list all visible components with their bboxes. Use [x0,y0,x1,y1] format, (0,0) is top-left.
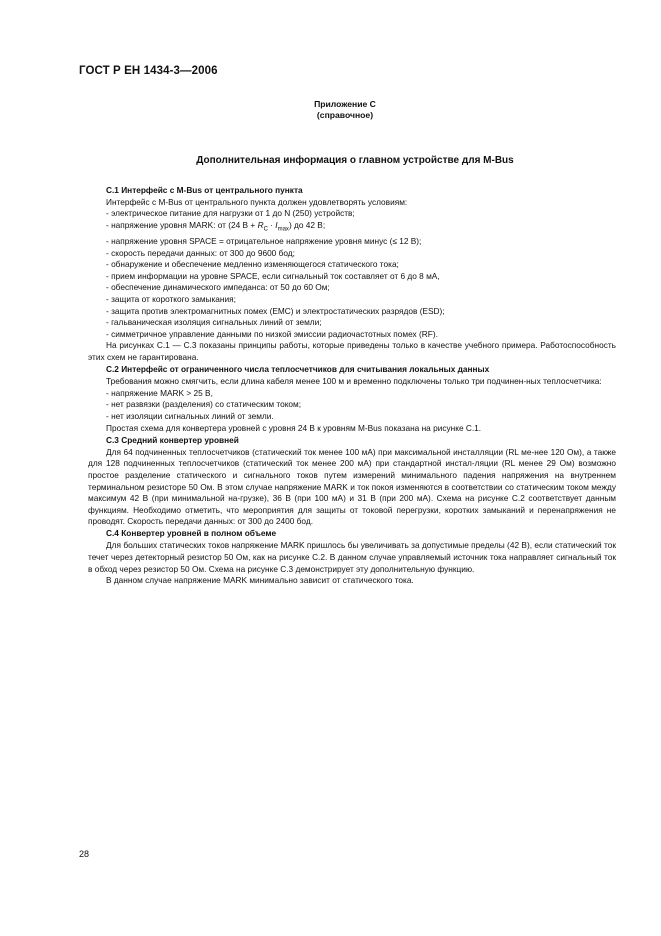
list-item: - скорость передачи данных: от 300 до 9600 бод; [106,247,295,258]
mark-formula-r-sub: C [263,226,268,233]
mark-formula-prefix: - напряжение уровня MARK: от (24 В + [106,219,258,230]
section-c4-text: Для больших статических токов напряжение MARK пришлось бы увеличивать за допустимые пределы (42 В), если статический ток течет через детекторный резистор 50 Ом, как на рисунке С.2. В данном случае управляемый источник тока направляет сигнальный ток в обход через резистор 50 Ом. Схема на рисунке С.3 демонстрирует эту дополнительную функцию. [88,540,616,574]
section-c1-heading: С.1 Интерфейс с M-Bus от центрального пункта [106,184,303,195]
list-item: - симметричное управление данными по низкой эмиссии радиочастотных помех (RF). [106,328,438,339]
list-item: - электрическое питание для нагрузки от 1 до N (250) устройств; [106,208,355,219]
annex-block [280,99,410,121]
section-c3-heading: С.3 Средний конвертер уровней [106,434,239,445]
list-item: - напряжение MARK > 25 В, [106,387,213,398]
section-c1-closing: На рисунках С.1 — С.3 показаны принципы работы, которые приведены только в качестве учебного примера. Работоспособность этих схем не гарантирована. [88,340,616,362]
page-number: 28 [79,849,90,859]
list-item: - напряжение уровня SPACE = отрицательное напряжение уровня минус (≤ 12 В); [106,236,422,247]
mark-formula-suffix: ) до 42 В; [288,219,326,230]
section-c2-closing: Простая схема для конвертера уровней с уровня 24 В к уровням M-Bus показана на рисунке С.1. [106,422,482,433]
section-c2-heading: С.2 Интерфейс от ограниченного числа теплосчетчиков для считывания локальных данных [106,364,490,375]
list-item: - гальваническая изоляция сигнальных линий от земли; [106,317,322,328]
section-c3-text: Для 64 подчиненных теплосчетчиков (статический ток менее 100 мА) при максимальной инсталляции (RL ме-нее 120 Ом), а также для 128 подчиненных теплосчетчиков (статический ток менее 200 мА) при стандартной инстал-ляции (RL менее 29 Ом) возможно простое разделение статического и сигнального токов путем измерений минимального падения напряжения на внутреннем терминальном резисторе 50 Ом. В этом случае напряжение MARK и ток покоя изменяются в соответствии со статическим током между максимум 42 В (при минимальной на-грузке), 36 В (при 100 мА) и 31 В (при 200 мА). Схема на рисунке С.2 соответствует данным функциям. Необходимо отметить, что мероприятия для защиты от токовой перегрузки, коротких замыканий и перенапряжения не проводят. Скорость передачи данных: от 300 до 2400 бод. [88,446,616,527]
annex-title: Приложение С [314,99,376,109]
mark-formula-dot: · [267,219,276,230]
document-body [88,184,616,587]
list-item: - защита от короткого замыкания; [106,294,236,304]
list-item: - обеспечение динамического импеданса: от 50 до 60 Ом; [106,282,330,293]
list-item: - прием информации на уровне SPACE, если сигнальный ток составляет от 6 до 8 мА, [106,270,440,281]
annex-subtitle: (справочное) [316,110,374,120]
section-c2-intro: Требования можно смягчить, если длина кабеля менее 100 м и временно подключены только три подчинен-ных теплосчетчика: [106,376,602,387]
section-c4-heading: С.4 Конвертер уровней в полном объеме [106,528,277,539]
list-item: - нет развязки (разделения) со статическим током; [106,399,302,410]
list-item: - нет изоляции сигнальных линий от земли. [106,410,274,421]
list-item: - обнаружение и обеспечение медленно изменяющегося статического тока; [106,259,399,270]
document-id: ГОСТ Р ЕН 1434-3—2006 [79,65,218,77]
section-c4-note: В данном случае напряжение MARK минимально зависит от статического тока. [106,575,414,586]
section-c1-intro: Интерфейс с M-Bus от центрального пункта должен удовлетворять условиям: [106,196,408,207]
list-item-mark-voltage [88,220,616,236]
list-item: - защита против электромагнитных помех (ЕМС) и электростатических разрядов (ESD); [106,305,445,316]
main-title: Дополнительная информация о главном устройстве для M-Bus [196,155,514,166]
mark-formula-r: R [257,219,264,230]
mark-formula-i-sub: max [277,226,289,233]
mark-formula-i: I [275,219,278,230]
